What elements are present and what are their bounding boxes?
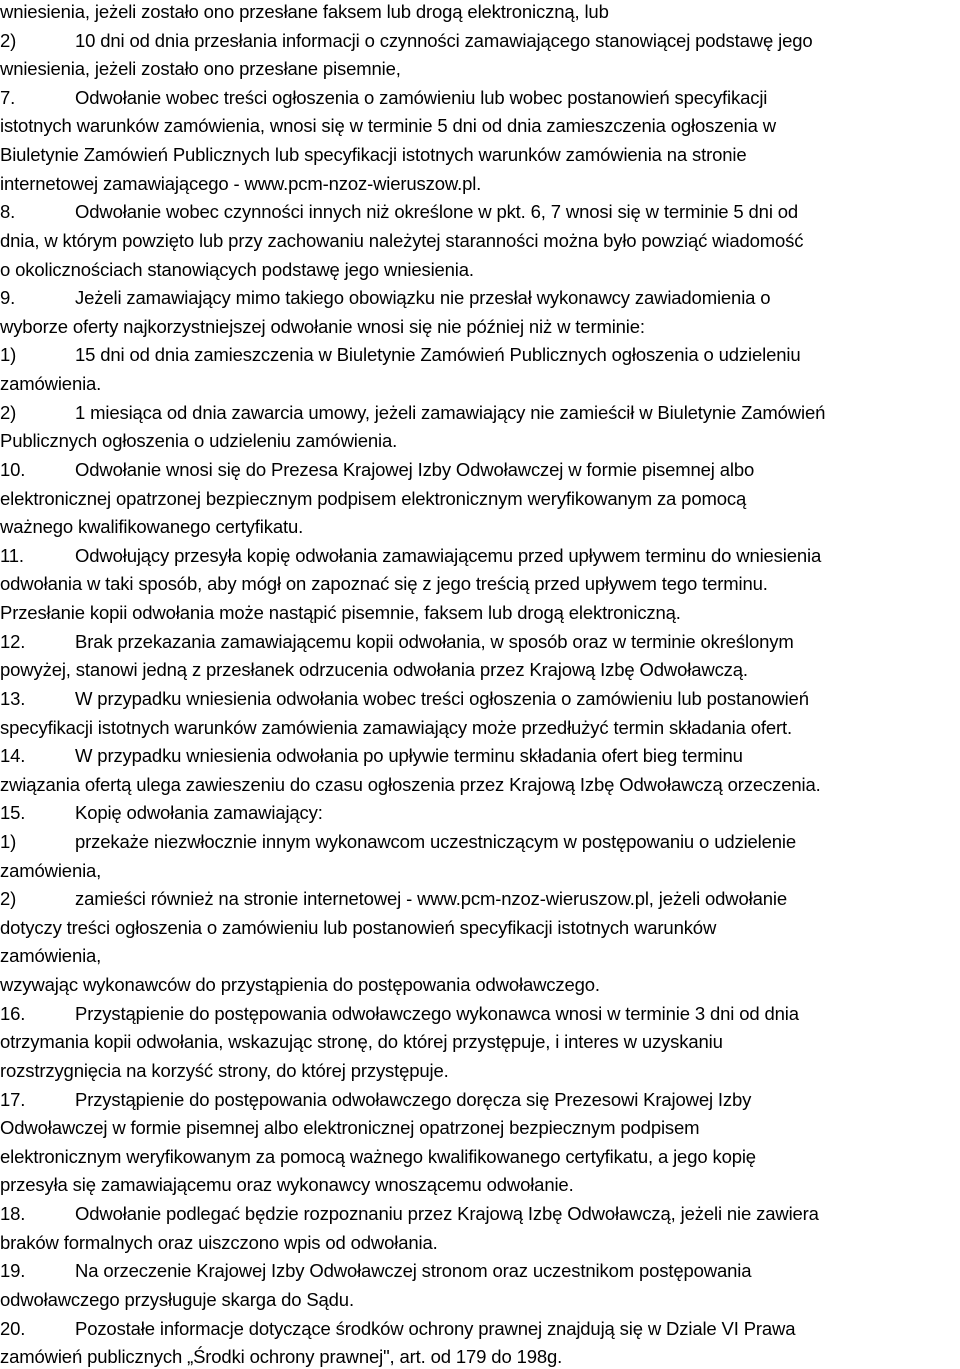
text-line [0, 860, 101, 882]
line-text: zamieści również na stronie internetowej - www.pcm-nzoz-wieruszow.pl, jeżeli odwołanie [75, 888, 787, 910]
line-text: Odwoławczej w formie pisemnej albo elektronicznej opatrzonej bezpiecznym podpisem [0, 1117, 700, 1139]
line-text: wyborze oferty najkorzystniejszej odwołanie wnosi się nie później niż w terminie: [0, 315, 645, 337]
numbered-text-line [0, 688, 809, 710]
text-line [0, 259, 474, 281]
item-number: 7. [0, 86, 16, 108]
item-number: 14. [0, 745, 26, 767]
item-number: 11. [0, 544, 24, 566]
line-text: W przypadku wniesienia odwołania wobec treści ogłoszenia o zamówieniu lub postanowień [75, 687, 809, 709]
line-text: Na orzeczenie Krajowej Izby Odwoławczej stronom oraz uczestnikom postępowania [75, 1260, 752, 1282]
item-number: 16. [0, 1002, 26, 1024]
item-number: 13. [0, 687, 26, 709]
text-line [0, 516, 303, 538]
line-text: otrzymania kopii odwołania, wskazując stronę, do której przystępuje, i interes w uzyskaniu [0, 1031, 723, 1053]
numbered-text-line [0, 287, 770, 309]
text-line [0, 1146, 756, 1168]
text-line [0, 945, 101, 967]
line-text: specyfikacji istotnych warunków zamówienia zamawiający może przedłużyć termin składania ofert. [0, 716, 793, 738]
line-text: W przypadku wniesienia odwołania po upływie terminu składania ofert bieg terminu [75, 745, 743, 767]
item-number: 2) [0, 401, 17, 423]
line-text: Odwołanie wnosi się do Prezesa Krajowej Izby Odwoławczej w formie pisemnej albo [75, 458, 755, 480]
line-text: Jeżeli zamawiający mimo takiego obowiązku nie przesłał wykonawcy zawiadomienia o [75, 287, 771, 309]
line-text: Odwołanie wobec czynności innych niż określone w pkt. 6, 7 wnosi się w terminie 5 dni od [75, 201, 799, 223]
line-text: o okolicznościach stanowiących podstawę jego wniesienia. [0, 258, 474, 280]
text-line [0, 144, 747, 166]
item-number: 1) [0, 344, 17, 366]
line-text: elektronicznej opatrzonej bezpiecznym podpisem elektronicznym weryfikowanym za pomocą [0, 487, 747, 509]
text-line [0, 1289, 354, 1311]
text-line [0, 1060, 449, 1082]
line-text: braków formalnych oraz uiszczono wpis od odwołania. [0, 1231, 438, 1253]
line-text: rozstrzygnięcia na korzyść strony, do której przystępuje. [0, 1059, 449, 1081]
numbered-text-line [0, 402, 825, 424]
item-number: 20. [0, 1317, 26, 1339]
numbered-text-line [0, 745, 743, 767]
line-text: zamówienia, [0, 859, 102, 881]
line-text: zamówienia, [0, 945, 102, 967]
item-number: 17. [0, 1088, 26, 1110]
text-line [0, 1, 609, 23]
text-line [0, 488, 746, 510]
line-text: Brak przekazania zamawiającemu kopii odwołania, w sposób oraz w terminie określonym [75, 630, 794, 652]
line-text: 10 dni od dnia przesłania informacji o czynności zamawiającego stanowiącej podstawę jego [75, 29, 813, 51]
numbered-text-line [0, 831, 796, 853]
line-text: Przesłanie kopii odwołania może nastąpić pisemnie, faksem lub drogą elektroniczną. [0, 602, 681, 624]
item-number: 2) [0, 29, 17, 51]
line-text: zamówień publicznych „Środki ochrony prawnej", art. od 179 do 198g. [0, 1346, 563, 1368]
numbered-text-line [0, 1260, 751, 1282]
line-text: Publicznych ogłoszenia o udzieleniu zamówienia. [0, 430, 398, 452]
numbered-text-line [0, 1318, 795, 1340]
numbered-text-line [0, 631, 794, 653]
text-line [0, 58, 401, 80]
line-text: dotyczy treści ogłoszenia o zamówieniu lub postanowień specyfikacji istotnych warunków [0, 916, 717, 938]
line-text: internetowej zamawiającego - www.pcm-nzoz-wieruszow.pl. [0, 172, 482, 194]
numbered-text-line [0, 344, 800, 366]
item-number: 19. [0, 1260, 26, 1282]
numbered-text-line [0, 545, 821, 567]
text-line [0, 373, 101, 395]
line-text: elektronicznym weryfikowanym za pomocą ważnego kwalifikowanego certyfikatu, a jego kopię [0, 1145, 756, 1167]
numbered-text-line [0, 30, 813, 52]
line-text: powyżej, stanowi jedną z przesłanek odrzucenia odwołania przez Krajową Izbę Odwoławczą. [0, 659, 748, 681]
text-line [0, 173, 481, 195]
line-text: Biuletynie Zamówień Publicznych lub specyfikacji istotnych warunków zamówienia na stronie [0, 144, 747, 166]
text-line [0, 1174, 574, 1196]
text-line [0, 115, 776, 137]
text-line [0, 917, 716, 939]
line-text: przekaże niezwłocznie innym wykonawcom uczestniczącym w postępowaniu o udzielenie [75, 830, 797, 852]
line-text: Przystąpienie do postępowania odwoławczego wykonawca wnosi w terminie 3 dni od dnia [75, 1002, 799, 1024]
line-text: Odwołujący przesyła kopię odwołania zamawiającemu przed upływem terminu do wniesienia [75, 544, 822, 566]
text-line [0, 573, 768, 595]
item-number: 15. [0, 802, 26, 824]
item-number: 9. [0, 287, 16, 309]
text-line [0, 1232, 438, 1254]
line-text: odwołania w taki sposób, aby mógł on zapoznać się z jego treścią przed upływem tego terminu. [0, 573, 768, 595]
line-text: wniesienia, jeżeli zostało ono przesłane pisemnie, [0, 58, 401, 80]
numbered-text-line [0, 802, 323, 824]
line-text: istotnych warunków zamówienia, wnosi się w terminie 5 dni od dnia zamieszczenia ogłoszenia w [0, 115, 776, 137]
item-number: 18. [0, 1203, 26, 1225]
numbered-text-line [0, 1089, 751, 1111]
line-text: zamówienia. [0, 373, 102, 395]
line-text: odwoławczego przysługuje skarga do Sądu. [0, 1288, 354, 1310]
numbered-text-line [0, 1003, 799, 1025]
item-number: 2) [0, 888, 17, 910]
line-text: przesyła się zamawiającemu oraz wykonawcy wnoszącemu odwołanie. [0, 1174, 574, 1196]
text-line [0, 1117, 699, 1139]
numbered-text-line [0, 201, 798, 223]
item-number: 12. [0, 630, 26, 652]
numbered-text-line [0, 888, 787, 910]
line-text: 15 dni od dnia zamieszczenia w Biuletynie Zamówień Publicznych ogłoszenia o udzieleniu [75, 344, 801, 366]
line-text: Odwołanie wobec treści ogłoszenia o zamówieniu lub wobec postanowień specyfikacji [75, 86, 768, 108]
numbered-text-line [0, 459, 754, 481]
text-line [0, 774, 821, 796]
text-line [0, 1346, 562, 1368]
numbered-text-line [0, 87, 767, 109]
line-text: Przystąpienie do postępowania odwoławczego doręcza się Prezesowi Krajowej Izby [75, 1088, 752, 1110]
line-text: dnia, w którym powzięto lub przy zachowaniu należytej staranności można było powziąć wiadomość [0, 229, 804, 251]
line-text: Kopię odwołania zamawiający: [75, 802, 323, 824]
text-line [0, 717, 792, 739]
text-line [0, 230, 803, 252]
text-line [0, 1031, 723, 1053]
line-text: związania ofertą ulega zawieszeniu do czasu ogłoszenia przez Krajową Izbę Odwoławczą orzeczenia. [0, 773, 821, 795]
line-text: ważnego kwalifikowanego certyfikatu. [0, 516, 304, 538]
item-number: 10. [0, 458, 26, 480]
numbered-text-line [0, 1203, 819, 1225]
line-text: wzywając wykonawców do przystąpienia do postępowania odwoławczego. [0, 974, 600, 996]
text-line [0, 602, 681, 624]
line-text: 1 miesiąca od dnia zawarcia umowy, jeżeli zamawiający nie zamieścił w Biuletynie Zamówień [75, 401, 826, 423]
line-text: Odwołanie podlegać będzie rozpoznaniu przez Krajową Izbę Odwoławczą, jeżeli nie zawiera [75, 1203, 819, 1225]
text-line [0, 430, 397, 452]
line-text: wniesienia, jeżeli zostało ono przesłane faksem lub drogą elektroniczną, lub [0, 1, 609, 22]
line-text: Pozostałe informacje dotyczące środków ochrony prawnej znajdują się w Dziale VI Prawa [75, 1317, 796, 1339]
item-number: 8. [0, 201, 16, 223]
text-line [0, 974, 600, 996]
item-number: 1) [0, 830, 17, 852]
text-line [0, 316, 645, 338]
text-line [0, 659, 748, 681]
